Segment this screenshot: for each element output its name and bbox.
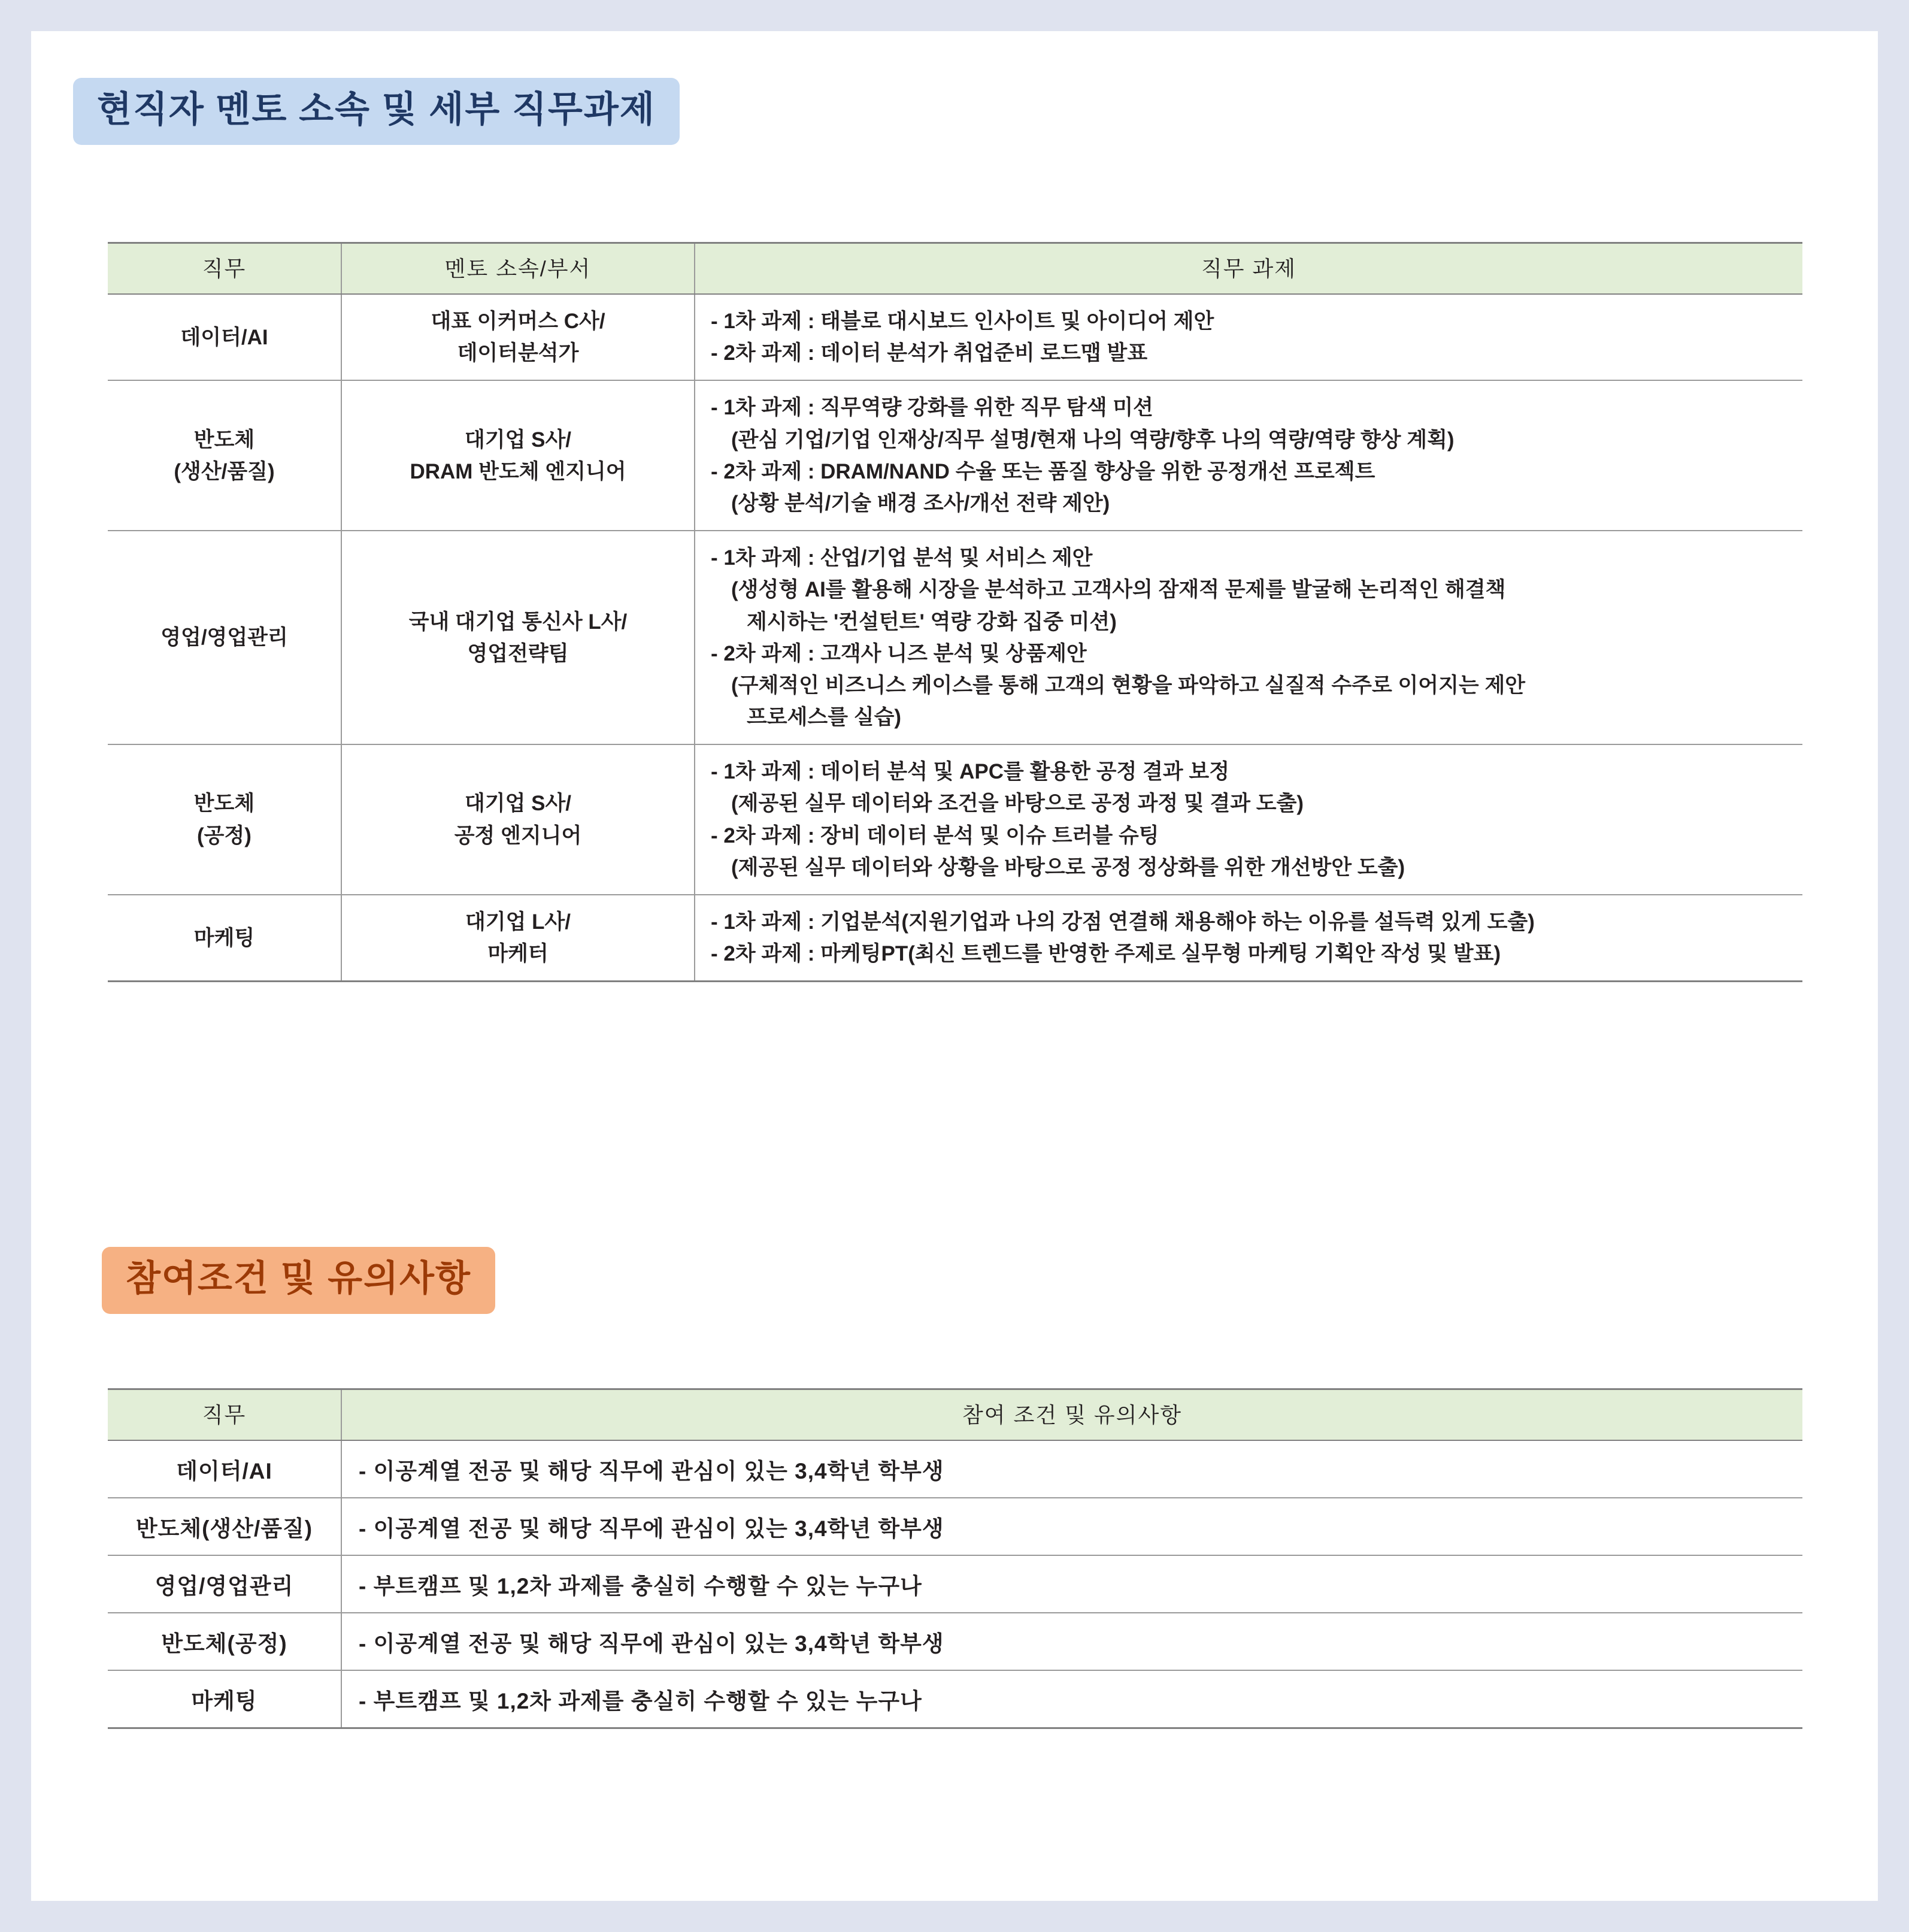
section-2-heading: 참여조건 및 유의사항 bbox=[102, 1247, 495, 1314]
task-line: - 1차 과제 : 데이터 분석 및 APC를 활용한 공정 결과 보정 bbox=[711, 760, 1230, 784]
cell-job bbox=[108, 895, 341, 982]
cell-job bbox=[108, 531, 341, 744]
task-line: (제공된 실무 데이터와 상황을 바탕으로 공정 정상화를 위한 개선방안 도출) bbox=[731, 855, 1405, 879]
cell-mentor bbox=[341, 294, 695, 380]
cell-job bbox=[108, 744, 341, 895]
table-row bbox=[108, 744, 1802, 895]
job-line: 반도체 bbox=[193, 792, 255, 816]
cell-job bbox=[108, 294, 341, 380]
job-line: (생산/품질) bbox=[174, 459, 275, 483]
task-line: (제공된 실무 데이터와 조건을 바탕으로 공정 과정 및 결과 도출) bbox=[731, 792, 1304, 816]
table-row bbox=[108, 531, 1802, 744]
task-line: (구체적인 비즈니스 케이스를 통해 고객의 현황을 파악하고 실질적 수주로 이어지는 제안 bbox=[731, 673, 1526, 697]
task-line: - 2차 과제 : 데이터 분석가 취업준비 로드맵 발표 bbox=[711, 341, 1148, 365]
cell-job: 데이터/AI bbox=[108, 1440, 341, 1498]
column-header-conditions: 참여 조건 및 유의사항 bbox=[341, 1389, 1802, 1441]
cell-task bbox=[695, 531, 1802, 744]
job-line: 영업/영업관리 bbox=[160, 626, 288, 650]
table-row bbox=[108, 1498, 1802, 1555]
section-2-heading-wrap bbox=[102, 1247, 495, 1314]
cell-mentor bbox=[341, 895, 695, 982]
table-row bbox=[108, 380, 1802, 531]
table-row bbox=[108, 294, 1802, 380]
table-row bbox=[108, 1440, 1802, 1498]
mentor-line: 영업전략팀 bbox=[467, 641, 569, 665]
column-header-job: 직무 bbox=[108, 243, 341, 295]
mentor-line: 마케터 bbox=[487, 942, 549, 966]
task-line: (상황 분석/기술 배경 조사/개선 전략 제안) bbox=[731, 491, 1110, 515]
cell-job: 영업/영업관리 bbox=[108, 1555, 341, 1613]
cell-job: 반도체(공정) bbox=[108, 1613, 341, 1670]
table-row bbox=[108, 1555, 1802, 1613]
task-line: 프로세스를 실습) bbox=[747, 705, 902, 729]
table-header-row bbox=[108, 1389, 1802, 1441]
task-line: - 1차 과제 : 산업/기업 분석 및 서비스 제안 bbox=[711, 546, 1093, 570]
cell-task bbox=[695, 744, 1802, 895]
job-line: 마케팅 bbox=[193, 926, 255, 950]
task-line: (생성형 AI를 활용해 시장을 분석하고 고객사의 잠재적 문제를 발굴해 논리적인 해결책 bbox=[731, 578, 1506, 602]
mentor-line: 대기업 L사/ bbox=[465, 910, 571, 934]
cell-mentor bbox=[341, 744, 695, 895]
column-header-job: 직무 bbox=[108, 1389, 341, 1441]
column-header-task: 직무 과제 bbox=[695, 243, 1802, 295]
cell-condition: - 부트캠프 및 1,2차 과제를 충실히 수행할 수 있는 누구나 bbox=[341, 1555, 1802, 1613]
cell-job: 반도체(생산/품질) bbox=[108, 1498, 341, 1555]
section-1-heading-wrap bbox=[73, 78, 680, 145]
job-line: 데이터/AI bbox=[180, 325, 268, 349]
task-line: - 2차 과제 : 장비 데이터 분석 및 이슈 트러블 슈팅 bbox=[711, 823, 1159, 847]
task-line: - 2차 과제 : 마케팅PT(최신 트렌드를 반영한 주제로 실무형 마케팅 기획안 작성 및 발표) bbox=[711, 942, 1501, 966]
cell-mentor bbox=[341, 380, 695, 531]
mentor-line: 대기업 S사/ bbox=[464, 792, 572, 816]
mentor-line: 데이터분석가 bbox=[457, 341, 579, 365]
cell-condition: - 이공계열 전공 및 해당 직무에 관심이 있는 3,4학년 학부생 bbox=[341, 1498, 1802, 1555]
cell-task bbox=[695, 895, 1802, 982]
task-line: - 1차 과제 : 태블로 대시보드 인사이트 및 아이디어 제안 bbox=[711, 310, 1214, 333]
mentor-task-table bbox=[108, 242, 1802, 982]
participation-conditions-table bbox=[108, 1388, 1802, 1729]
task-line: (관심 기업/기업 인재상/직무 설명/현재 나의 역량/향후 나의 역량/역량 향상 계획) bbox=[731, 428, 1455, 452]
task-line: 제시하는 '컨설턴트' 역량 강화 집중 미션) bbox=[747, 610, 1117, 634]
task-line: - 1차 과제 : 직무역량 강화를 위한 직무 탐색 미션 bbox=[711, 396, 1153, 420]
table-header-row bbox=[108, 243, 1802, 295]
mentor-line: 국내 대기업 통신사 L사/ bbox=[408, 610, 628, 634]
document-page bbox=[31, 31, 1878, 1901]
job-line: 반도체 bbox=[193, 428, 255, 452]
mentor-line: 대표 이커머스 C사/ bbox=[431, 310, 605, 333]
cell-task bbox=[695, 294, 1802, 380]
column-header-mentor: 멘토 소속/부서 bbox=[341, 243, 695, 295]
table-row bbox=[108, 895, 1802, 982]
section-1-heading: 현직자 멘토 소속 및 세부 직무과제 bbox=[73, 78, 680, 145]
cell-job bbox=[108, 380, 341, 531]
cell-job: 마케팅 bbox=[108, 1670, 341, 1728]
job-line: (공정) bbox=[197, 823, 251, 847]
cell-task bbox=[695, 380, 1802, 531]
mentor-line: 공정 엔지니어 bbox=[454, 823, 582, 847]
table-row bbox=[108, 1670, 1802, 1728]
task-line: - 2차 과제 : 고객사 니즈 분석 및 상품제안 bbox=[711, 641, 1087, 665]
mentor-line: DRAM 반도체 엔지니어 bbox=[410, 459, 626, 483]
cell-mentor bbox=[341, 531, 695, 744]
cell-condition: - 이공계열 전공 및 해당 직무에 관심이 있는 3,4학년 학부생 bbox=[341, 1440, 1802, 1498]
task-line: - 2차 과제 : DRAM/NAND 수율 또는 품질 향상을 위한 공정개선 프로젝트 bbox=[711, 459, 1375, 483]
cell-condition: - 부트캠프 및 1,2차 과제를 충실히 수행할 수 있는 누구나 bbox=[341, 1670, 1802, 1728]
task-line: - 1차 과제 : 기업분석(지원기업과 나의 강점 연결해 채용해야 하는 이유를 설득력 있게 도출) bbox=[711, 910, 1535, 934]
mentor-line: 대기업 S사/ bbox=[464, 428, 572, 452]
table-row bbox=[108, 1613, 1802, 1670]
cell-condition: - 이공계열 전공 및 해당 직무에 관심이 있는 3,4학년 학부생 bbox=[341, 1613, 1802, 1670]
